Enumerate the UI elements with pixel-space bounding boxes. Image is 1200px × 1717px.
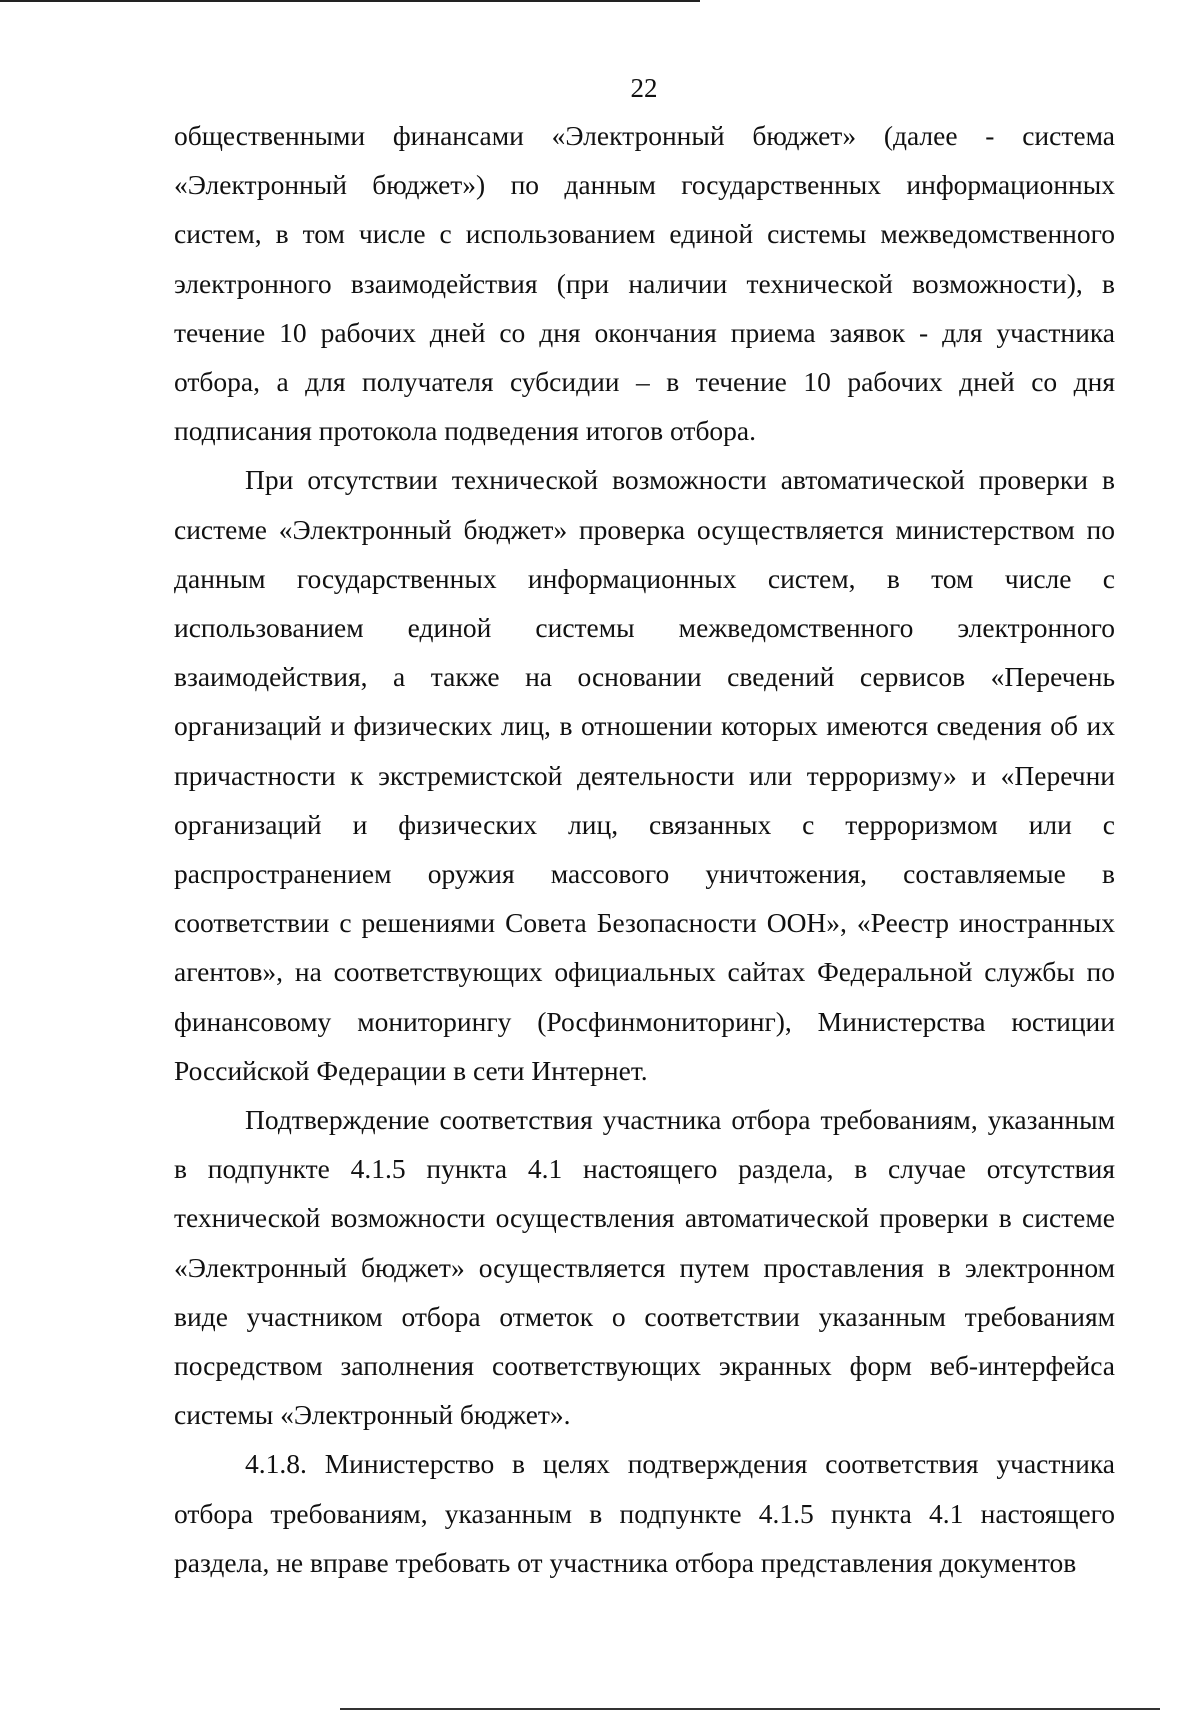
top-edge-line <box>0 0 700 2</box>
paragraph-continuation: общественными финансами «Электронный бюджет» (далее - система «Электронный бюджет») по данным государственных информационных систем, в том числе с использованием единой системы межведомственного электронного взаимодействия (при наличии технической возможности), в течение 10 рабочих дней со дня окончания приема заявок - для участника отбора, а для получателя субсидии – в течение 10 рабочих дней со дня подписания протокола подведения итогов отбора. <box>174 120 1115 447</box>
paragraph-confirmation: Подтверждение соответствия участника отбора требованиям, указанным в подпункте 4.1.5 пункта 4.1 настоящего раздела, в случае отсутствия технической возможности осуществления автоматической проверки в системе «Электронный бюджет» осуществляется путем проставления в электронном виде участником отбора отметок о соответствии указанным требованиям посредством заполнения соответствующих экранных форм веб-интерфейса системы «Электронный бюджет». <box>174 1104 1115 1431</box>
bottom-edge-line <box>340 1708 1160 1710</box>
page-number: 22 <box>630 73 658 103</box>
document-body <box>174 111 1115 1587</box>
paragraph-automatic-check: При отсутствии технической возможности автоматической проверки в системе «Электронный бюджет» проверка осуществляется министерством по данным государственных информационных систем, в том числе с использованием единой системы межведомственного электронного взаимодействия, а также на основании сведений сервисов «Перечень организаций и физических лиц, в отношении которых имеются сведения об их причастности к экстремистской деятельности или терроризму» и «Перечни организаций и физических лиц, связанных с терроризмом или с распространением оружия массового уничтожения, составляемые в соответствии с решениями Совета Безопасности ООН», «Реестр иностранных агентов», на соответствующих официальных сайтах Федеральной службы по финансовому мониторингу (Росфинмониторинг), Министерства юстиции Российской Федерации в сети Интернет. <box>174 464 1115 1086</box>
paragraph-clause-4-1-8: 4.1.8. Министерство в целях подтверждения соответствия участника отбора требованиям, указанным в подпункте 4.1.5 пункта 4.1 настоящего раздела, не вправе требовать от участника отбора представления документов <box>174 1448 1115 1578</box>
